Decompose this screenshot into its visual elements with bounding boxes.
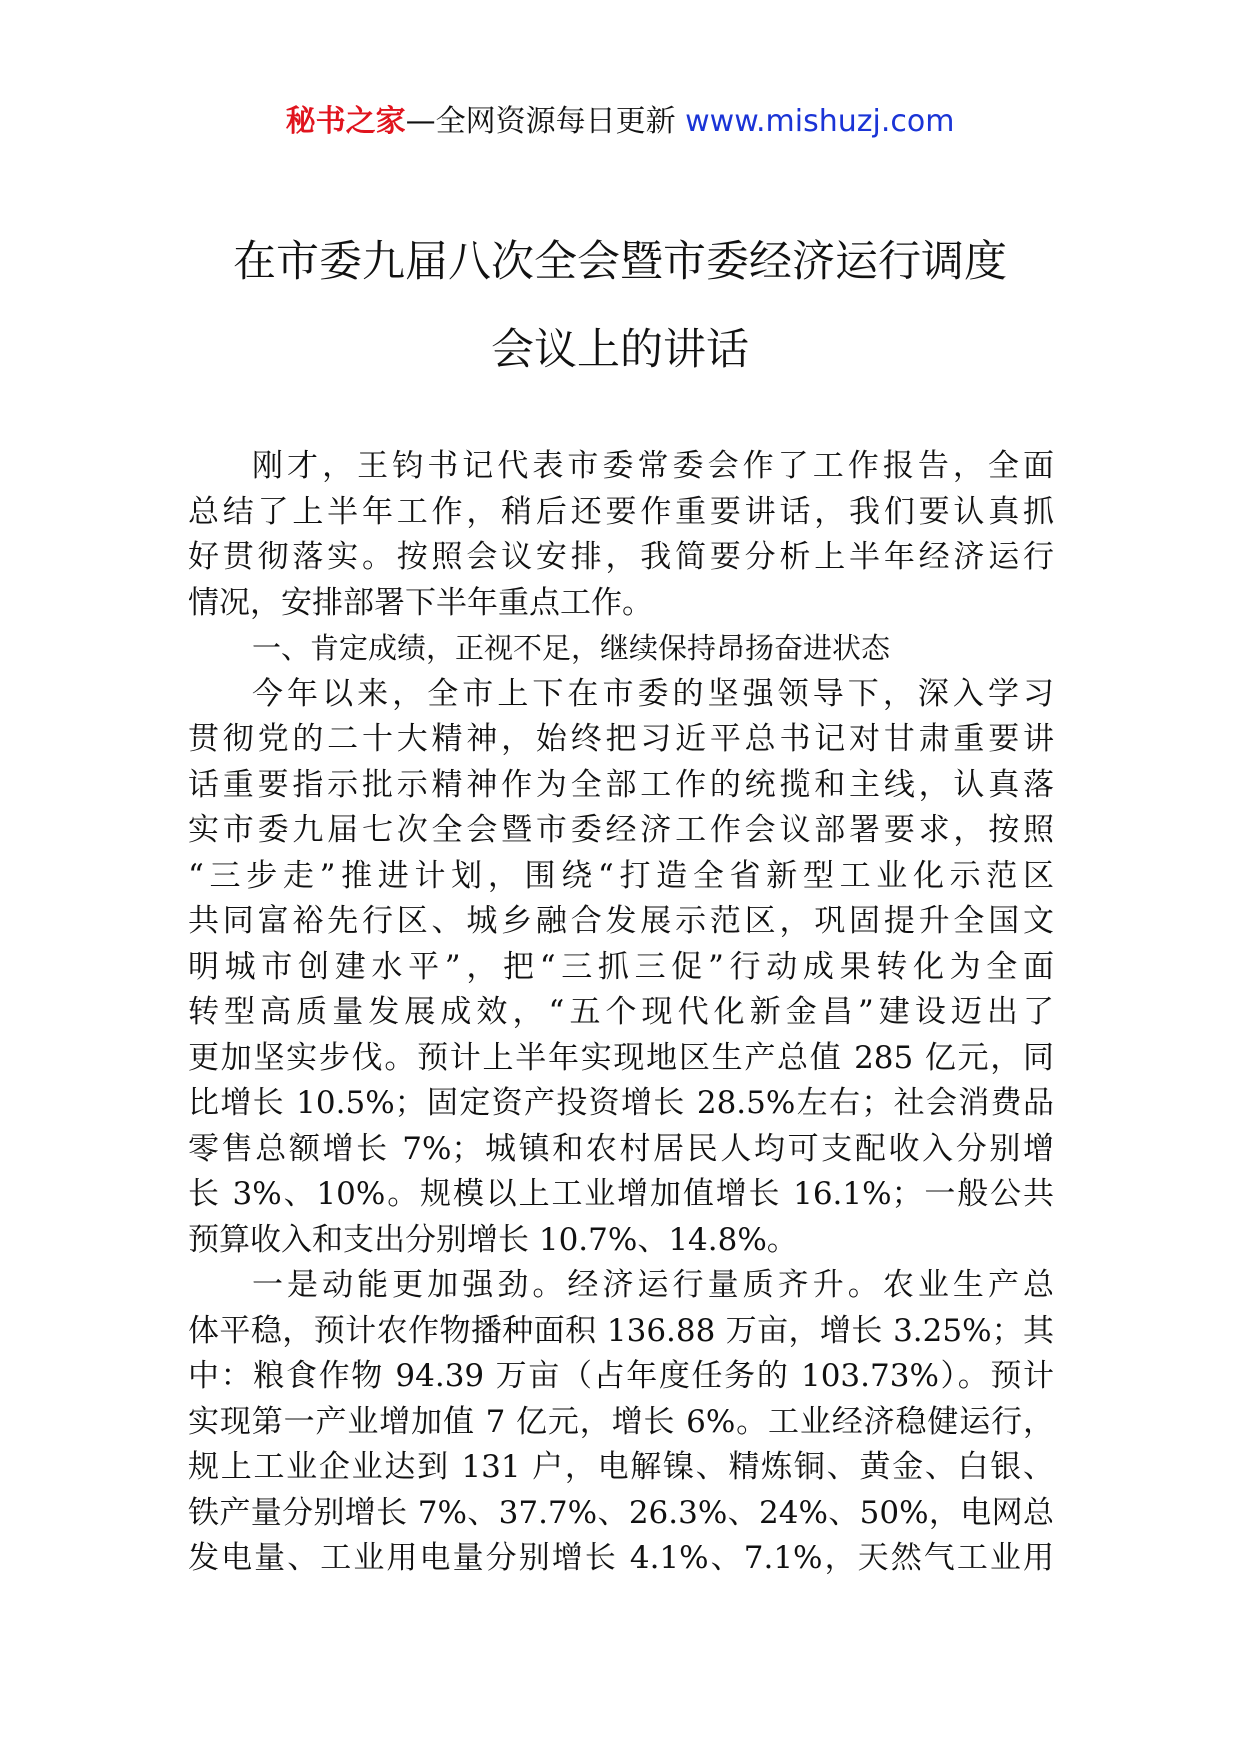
section-heading: 一、肯定成绩，正视不足，继续保持昂扬奋进状态 — [252, 631, 891, 665]
body-line: 转型高质量发展成效，“五个现代化新金昌”建设迈出了 — [188, 994, 1054, 1030]
body-line: 实市委九届七次全会暨市委经济工作会议部署要求，按照 — [188, 812, 1054, 848]
document-body — [188, 444, 1054, 1582]
site-banner — [0, 100, 1240, 144]
body-line: 预算收入和支出分别增长 10.7%、14.8%。 — [188, 1221, 798, 1258]
body-line: 实现第一产业增加值 7 亿元，增长 6%。工业经济稳健运行， — [188, 1403, 1054, 1440]
site-url-link[interactable]: www.mishuzj.com — [685, 104, 955, 139]
document-title-line-1: 在市委九届八次全会暨市委经济运行调度 — [233, 237, 1007, 287]
body-line: “三步走”推进计划，围绕“打造全省新型工业化示范区 — [188, 857, 1054, 894]
body-line: 长 3%、10%。规模以上工业增加值增长 16.1%；一般公共 — [188, 1176, 1054, 1212]
body-line: 规上工业企业达到 131 户，电解镍、精炼铜、黄金、白银、 — [188, 1449, 1054, 1485]
body-line: 共同富裕先行区、城乡融合发展示范区，巩固提升全国文 — [188, 903, 1054, 939]
body-line: 一是动能更加强劲。经济运行量质齐升。农业生产总 — [252, 1267, 1054, 1303]
banner-slogan: —全网资源每日更新 — [405, 104, 676, 139]
body-line: 铁产量分别增长 7%、37.7%、26.3%、24%、50%，电网总 — [188, 1494, 1054, 1531]
body-line: 总结了上半年工作，稍后还要作重要讲话，我们要认真抓 — [188, 493, 1054, 530]
body-line: 比增长 10.5%；固定资产投资增长 28.5%左右；社会消费品 — [188, 1085, 1054, 1121]
body-line: 贯彻党的二十大精神，始终把习近平总书记对甘肃重要讲 — [188, 721, 1054, 757]
body-line: 好贯彻落实。按照会议安排，我简要分析上半年经济运行 — [188, 539, 1054, 575]
body-line: 明城市创建水平”，把“三抓三促”行动成果转化为全面 — [188, 948, 1054, 985]
document-title-line-2: 会议上的讲话 — [491, 325, 749, 375]
body-line: 今年以来，全市上下在市委的坚强领导下，深入学习 — [252, 675, 1054, 712]
body-line: 更加坚实步伐。预计上半年实现地区生产总值 285 亿元，同 — [188, 1039, 1054, 1076]
body-line: 零售总额增长 7%；城镇和农村居民人均可支配收入分别增 — [188, 1130, 1054, 1167]
brand-name: 秘书之家 — [285, 104, 406, 139]
body-line: 体平稳，预计农作物播种面积 136.88 万亩，增长 3.25%；其 — [188, 1312, 1054, 1349]
body-line: 话重要指示批示精神作为全部工作的统揽和主线，认真落 — [188, 766, 1054, 803]
body-line: 中：粮食作物 94.39 万亩（占年度任务的 103.73%）。预计 — [188, 1358, 1054, 1394]
body-line: 发电量、工业用电量分别增长 4.1%、7.1%，天然气工业用 — [188, 1540, 1054, 1576]
body-line: 情况，安排部署下半年重点工作。 — [188, 584, 653, 621]
body-line: 刚才，王钧书记代表市委常委会作了工作报告，全面 — [252, 448, 1054, 484]
